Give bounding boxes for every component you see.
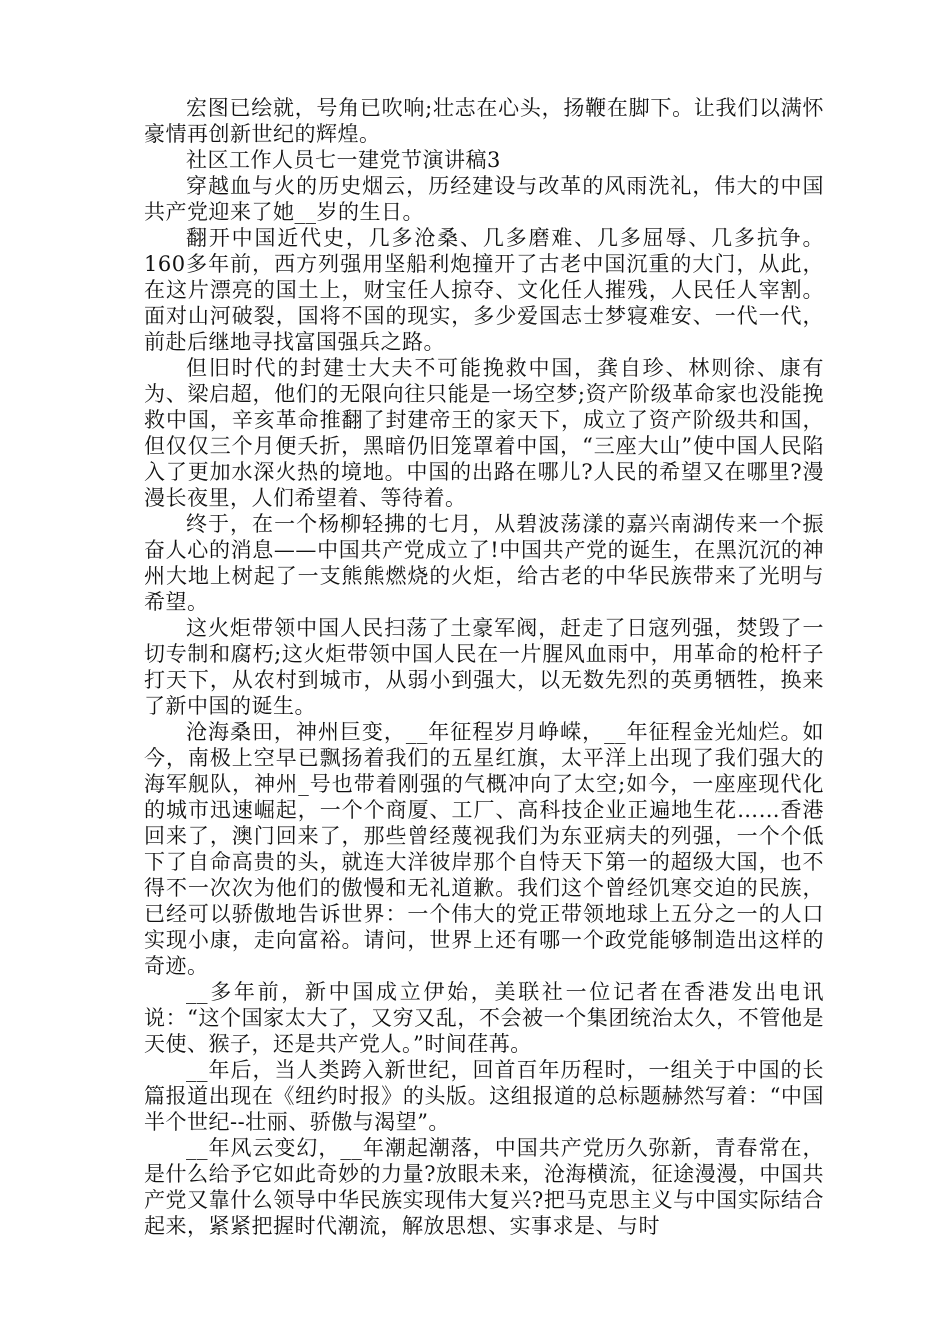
paragraph-future: __年风云变幻，__年潮起潮落，中国共产党历久弥新，青春常在，是什么给予它如此奇妙的力量?放眼未来，沧海横流，征途漫漫，中国共产党又靠什么领导中华民族实现伟大复兴?把马克思主义与中国实际结合起来，紧紧把握时代潮流，解放思想、实事求是、与时: [144, 1136, 824, 1238]
paragraph-great-changes: 沧海桑田，神州巨变，__年征程岁月峥嵘，__年征程金光灿烂。如今，南极上空早已飘扬着我们的五星红旗，太平洋上出现了我们强大的海军舰队，神州_号也带着刚强的气概冲向了太空;如今，一座座现代化的城市迅速崛起，一个个商厦、工厂、高科技企业正遍地生花……香港回来了，澳门回来了，那些曾经蔑视我们为东亚病夫的列强，一个个低下了自命高贵的头，就连大洋彼岸那个自恃天下第一的超级大国，也不得不一次次为他们的傲慢和无礼道歉。我们这个曾经饥寒交迫的民族，已经可以骄傲地告诉世界：一个伟大的党正带领地球上五分之一的人口实现小康，走向富裕。请问，世界上还有哪一个政党能够制造出这样的奇迹。: [144, 720, 824, 978]
paragraph-intro: 穿越血与火的历史烟云，历经建设与改革的风雨洗礼，伟大的中国共产党迎来了她__岁的生日。: [144, 174, 824, 224]
paragraph-nyt-report: __年后，当人类跨入新世纪，回首百年历程时，一组关于中国的长篇报道出现在《纽约时报》的头版。这组报道的总标题赫然写着：“中国半个世纪--壮丽、骄傲与渴望”。: [144, 1058, 824, 1134]
paragraph-old-era: 但旧时代的封建士大夫不可能挽救中国，龚自珍、林则徐、康有为、梁启超，他们的无限向往只能是一场空梦;资产阶级革命家也没能挽救中国，辛亥革命推翻了封建帝王的家天下，成立了资产阶级共和国，但仅仅三个月便夭折，黑暗仍旧笼罩着中国，“三座大山”使中国人民陷入了更加水深火热的境地。中国的出路在哪儿?人民的希望又在哪里?漫漫长夜里，人们希望着、等待着。: [144, 356, 824, 510]
section-title: 社区工作人员七一建党节演讲稿3: [186, 148, 501, 172]
paragraph-ap-report: __多年前，新中国成立伊始，美联社一位记者在香港发出电讯说：“这个国家太大了，又穷又乱，不会被一个集团统治太久，不管他是天使、猴子，还是共产党人。”时间荏苒。: [144, 980, 824, 1056]
document-page: [144, 95, 824, 1239]
paragraph-modern-history: 翻开中国近代史，几多沧桑、几多磨难、几多屈辱、几多抗争。160多年前，西方列强用坚船利炮撞开了古老中国沉重的大门，从此，在这片漂亮的国土上，财宝任人掠夺、文化任人摧残，人民任人宰割。面对山河破裂，国将不国的现实，多少爱国志士梦寝难安、一代一代，前赴后继地寻找富国强兵之路。: [144, 226, 824, 354]
paragraph-closing-previous: 宏图已绘就，号角已吹响;壮志在心头，扬鞭在脚下。让我们以满怀豪情再创新世纪的辉煌。: [144, 96, 824, 146]
paragraph-party-founding: 终于，在一个杨柳轻拂的七月，从碧波荡漾的嘉兴南湖传来一个振奋人心的消息——中国共产党成立了!中国共产党的诞生，在黑沉沉的神州大地上树起了一支熊熊燃烧的火炬，给古老的中华民族带来了光明与希望。: [144, 512, 824, 614]
paragraph-torch: 这火炬带领中国人民扫荡了土豪军阀，赶走了日寇列强，焚毁了一切专制和腐朽;这火炬带领中国人民在一片腥风血雨中，用革命的枪杆子打天下，从农村到城市，从弱小到强大，以无数先烈的英勇牺牲，换来了新中国的诞生。: [144, 616, 824, 718]
